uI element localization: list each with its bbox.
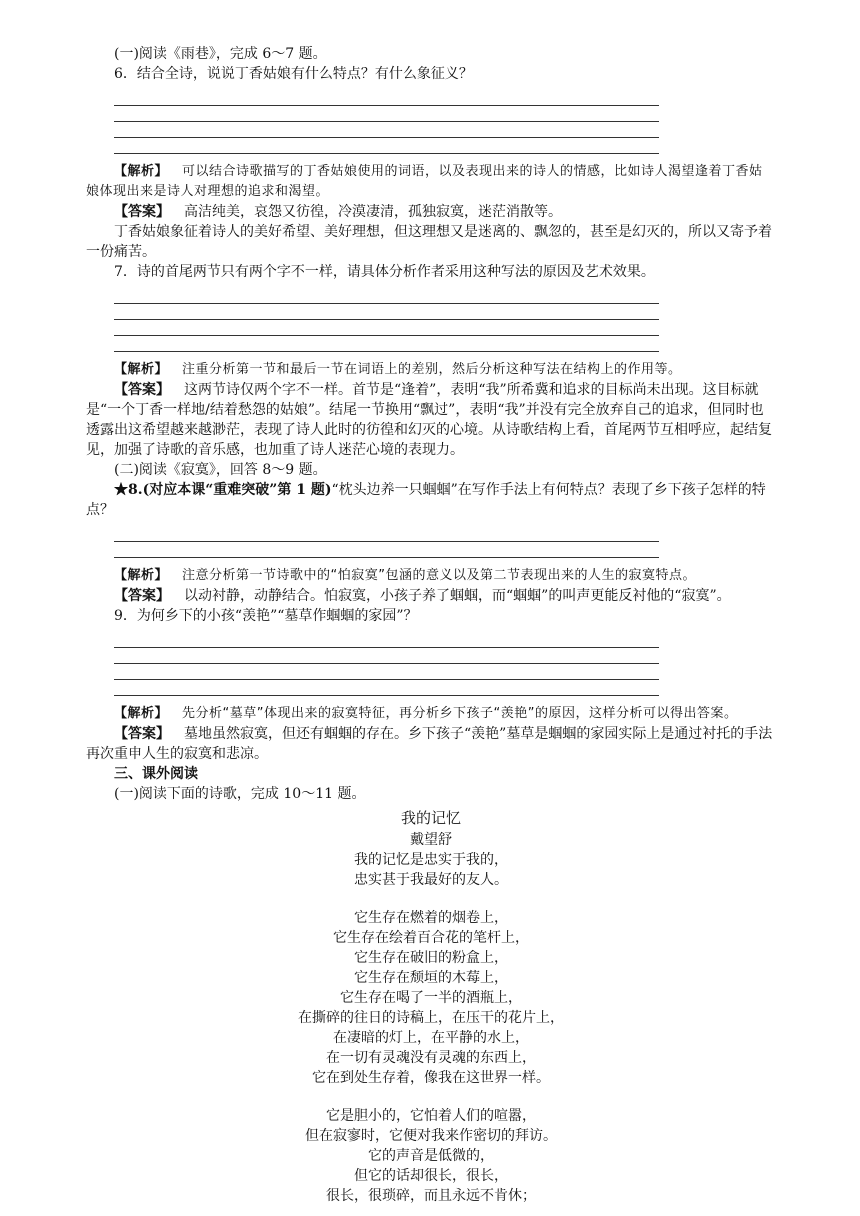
answer-text: 这两节诗仅两个字不一样。首节是“逢着”，表明“我”所希冀和追求的目标尚未出现。这目标就是“一个丁香一样地/结着愁怨的姑娘”。结尾一节换用“飘过”，表明“我”并没有完全放弃自己的追求，但同时也透露出这希望越来越渺茫，表现了诗人此时的彷徨和幻灭的心境。从诗歌结构上看，首尾两节互相呼应，起结复见，加强了诗歌的音乐感，也加重了诗人迷茫心境的表现力。 <box>86 382 772 458</box>
blank-line <box>114 90 659 106</box>
poem-line: 它生存在破旧的粉盒上， <box>354 950 508 966</box>
poem-line: 它的声音是低微的， <box>368 1148 494 1164</box>
answer-lines-q9 <box>114 632 659 696</box>
blank-line <box>114 632 659 648</box>
poem-line: 但它的话却很长，很长， <box>354 1168 508 1184</box>
poem-line: 它生存在燃着的烟卷上， <box>354 910 508 926</box>
question-9: 9．为何乡下的小孩“羡艳”“墓草作蝈蝈的家园”？ <box>114 608 418 624</box>
question-8-star: ★8.(对应本课“重难突破”第 1 题) <box>114 482 332 498</box>
document-page <box>86 44 776 1206</box>
answer-q9 <box>86 724 776 764</box>
analysis-tag: 【解析】 <box>114 164 169 179</box>
poem-line: 它是胆小的，它怕着人们的喧嚣， <box>326 1108 536 1124</box>
answer-q8 <box>86 586 776 606</box>
answer-lines-q8 <box>114 526 659 558</box>
poem-line: 在撕碎的往日的诗稿上，在压干的花片上， <box>298 1010 564 1026</box>
analysis-tag: 【解析】 <box>114 362 169 377</box>
poem-line: 它生存在喝了一半的酒瓶上， <box>340 990 522 1006</box>
blank-line <box>114 542 659 558</box>
analysis-text: 注重分析第一节和最后一节在词语上的差别，然后分析这种写法在结构上的作用等。 <box>182 362 682 377</box>
blank-line <box>114 138 659 154</box>
answer-text: 以动衬静，动静结合。怕寂寞，小孩子养了蝈蝈，而“蝈蝈”的叫声更能反衬他的“寂寞”。 <box>184 588 731 604</box>
blank-line <box>114 106 659 122</box>
poem-author: 戴望舒 <box>410 832 452 848</box>
blank-line <box>114 304 659 320</box>
question-8-text: “枕头边养一只蝈蝈”在写作手法上有何特点？表现了乡下孩子怎样的特点？ <box>86 482 766 518</box>
question-7: 7．诗的首尾两节只有两个字不一样，请具体分析作者采用这种写法的原因及艺术效果。 <box>114 264 655 280</box>
blank-line <box>114 122 659 138</box>
answer-lines-q7 <box>114 288 659 352</box>
answer-text: 墓地虽然寂寞，但还有蝈蝈的存在。乡下孩子“羡艳”墓草是蝈蝈的家园实际上是通过衬托的手法再次重申人生的寂寞和悲凉。 <box>86 726 773 762</box>
poem <box>86 808 776 1206</box>
stanza-break <box>86 890 776 908</box>
poem-line: 但在寂寥时，它便对我来作密切的拜访。 <box>305 1128 557 1144</box>
section-intro-1: (一)阅读《雨巷》，完成 6～7 题。 <box>114 46 327 62</box>
blank-line <box>114 648 659 664</box>
analysis-q8 <box>86 566 776 586</box>
answer-tag: 【答案】 <box>114 204 170 220</box>
blank-line <box>114 288 659 304</box>
question-6: 6．结合全诗，说说丁香姑娘有什么特点？有什么象征义？ <box>114 66 473 82</box>
analysis-text: 可以结合诗歌描写的丁香姑娘使用的词语，以及表现出来的诗人的情感，比如诗人渴望逢着丁香姑娘体现出来是诗人对理想的追求和渴望。 <box>86 164 763 199</box>
blank-line <box>114 680 659 696</box>
section-heading-3: 三、课外阅读 <box>114 766 198 782</box>
blank-line <box>114 320 659 336</box>
analysis-q6 <box>86 162 776 202</box>
answer-q6 <box>86 202 776 222</box>
answer-tag: 【答案】 <box>114 726 170 742</box>
answer-q7 <box>86 380 776 460</box>
blank-line <box>114 526 659 542</box>
analysis-tag: 【解析】 <box>114 568 169 583</box>
answer-q6-cont: 丁香姑娘象征着诗人的美好希望、美好理想，但这理想又是迷离的、飘忽的，甚至是幻灭的，所以又寄予着一份痛苦。 <box>86 224 772 260</box>
answer-tag: 【答案】 <box>114 382 170 398</box>
analysis-text: 注意分析第一节诗歌中的“怕寂寞”包涵的意义以及第二节表现出来的人生的寂寞特点。 <box>182 568 696 583</box>
poem-line: 它在到处生存着，像我在这世界一样。 <box>312 1070 550 1086</box>
poem-line: 很长，很琐碎，而且永远不肯休； <box>326 1188 536 1204</box>
poem-line: 忠实甚于我最好的友人。 <box>354 872 508 888</box>
analysis-q7 <box>86 360 776 380</box>
answer-tag: 【答案】 <box>114 588 170 604</box>
poem-line: 在一切有灵魂没有灵魂的东西上， <box>326 1050 536 1066</box>
analysis-text: 先分析“墓草”体现出来的寂寞特征，再分析乡下孩子“羡艳”的原因，这样分析可以得出答案。 <box>182 706 738 721</box>
answer-text: 高洁纯美，哀怨又彷徨，冷漠凄清，孤独寂寞，迷茫消散等。 <box>184 204 562 220</box>
question-8 <box>86 480 776 520</box>
analysis-q9 <box>86 704 776 724</box>
blank-line <box>114 664 659 680</box>
analysis-tag: 【解析】 <box>114 706 169 721</box>
poem-line: 它生存在颓垣的木莓上， <box>354 970 508 986</box>
poem-line: 在凄暗的灯上，在平静的水上， <box>333 1030 529 1046</box>
section-intro-2: (二)阅读《寂寞》，回答 8～9 题。 <box>114 462 327 478</box>
answer-lines-q6 <box>114 90 659 154</box>
stanza-break <box>86 1088 776 1106</box>
poem-line: 它生存在绘着百合花的笔杆上， <box>333 930 529 946</box>
poem-line: 我的记忆是忠实于我的， <box>354 852 508 868</box>
section-intro-3: (一)阅读下面的诗歌，完成 10～11 题。 <box>114 786 366 802</box>
blank-line <box>114 336 659 352</box>
poem-title: 我的记忆 <box>400 809 461 827</box>
